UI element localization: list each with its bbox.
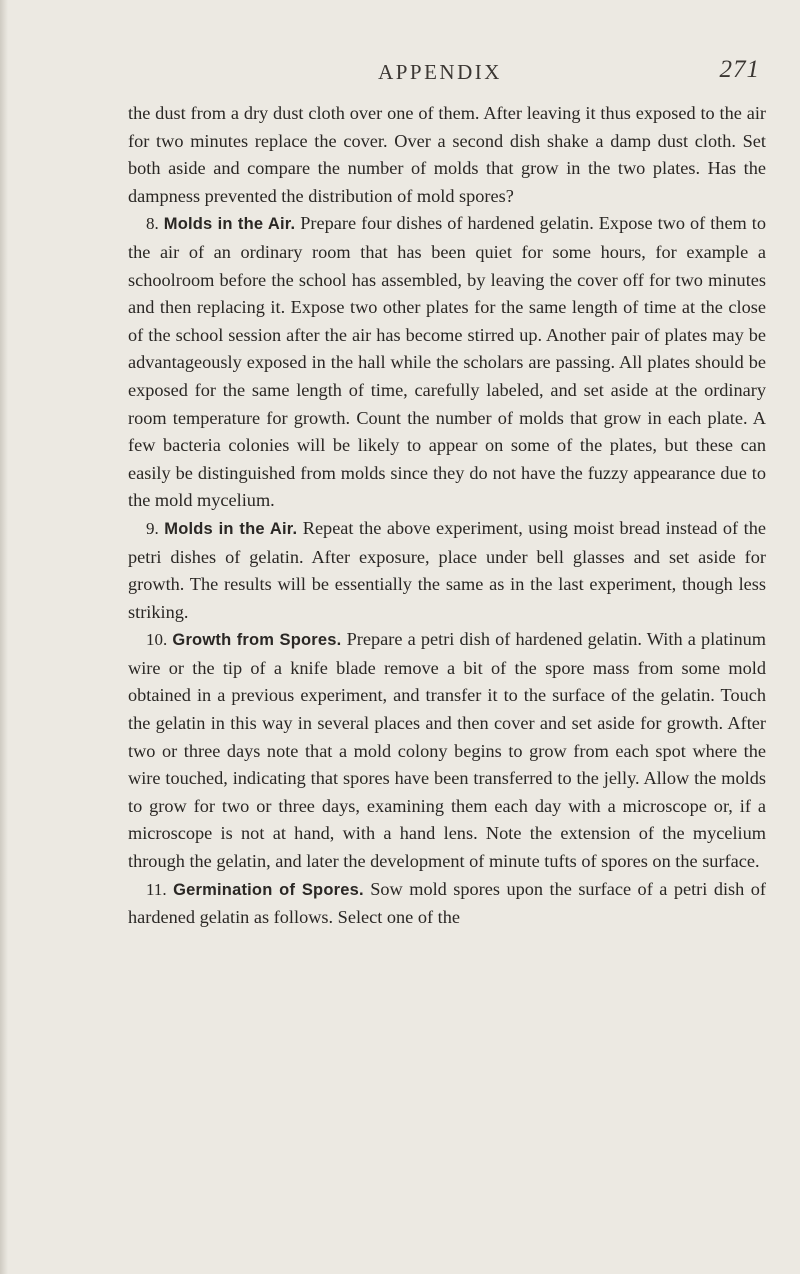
section-text: Prepare a petri dish of hardened gelatin. With a platinum wire or the tip of a knife blade remove a bit of the spore mass from some mold obtained in a previous experiment, and transfer it to the surface of the gelatin. Touch the gelatin in this way in several places and then cover and set aside for growth. After two or three days note that a mold colony begins to grow from each spot where the wire touched, indicating that spores have been transferred to the jelly. Allow the molds to grow for two or three days, examining them each day with a microscope or, if a microscope is not at hand, with a hand lens. Note the extension of the mycelium through the gelatin, and later the development of minute tufts of spores on the surface. [128,629,767,872]
section-8 [128,210,766,515]
section-number: 10. [146,630,168,650]
running-head [120,56,760,86]
section-10 [128,626,766,875]
page-number: 271 [719,56,760,83]
paragraph-continuation [128,100,766,210]
section-text: Prepare four dishes of hardened gelatin. Expose two of them to the air of an ordinary room that has been quiet for some hours, for example a schoolroom before the school has assembled, by leaving the cover off for two minutes and then replacing it. Expose two other plates for the same length of time at the close of the school session after the air has become stirred up. Another pair of plates may be advantageously exposed in the hall while the scholars are passing. All plates should be exposed for the same length of time, carefully labeled, and set aside at the ordinary room temperature for growth. Count the number of molds that grow in each plate. A few bacteria colonies will be likely to appear on some of the plates, but these can easily be distinguished from molds since they do not have the fuzzy appearance due to the mold mycelium. [128,213,766,511]
section-9 [128,515,766,626]
section-number: 9. [146,518,159,538]
section-heading: Germination of Spores. [173,880,364,899]
section-heading: Molds in the Air. [164,519,298,538]
body-text [128,100,766,932]
section-number: 11. [146,879,167,899]
section-number: 8. [146,214,159,234]
section-text: Repeat the above experiment, using moist bread instead of the petri dishes of gelatin. After exposure, place under bell glasses and set aside for growth. The results will be essentially the same as in the last experiment, though less striking. [128,517,766,622]
section-heading: Growth from Spores. [172,631,342,650]
section-heading: Molds in the Air. [163,215,296,234]
header-title: APPENDIX [378,60,502,84]
paragraph-text: the dust from a dry dust cloth over one of them. After leaving it thus exposed to the air for two minutes replace the cover. Over a second dish shake a damp dust cloth. Set both aside and compare the number of molds that grow in the two plates. Has the dampness prevented the distribution of mold spores? [128,103,766,206]
section-text: Sow mold spores upon the surface of a petri dish of hardened gelatin as follows. Select one of the [128,878,766,928]
page-edge-shadow [0,0,8,1274]
section-11 [128,876,766,932]
